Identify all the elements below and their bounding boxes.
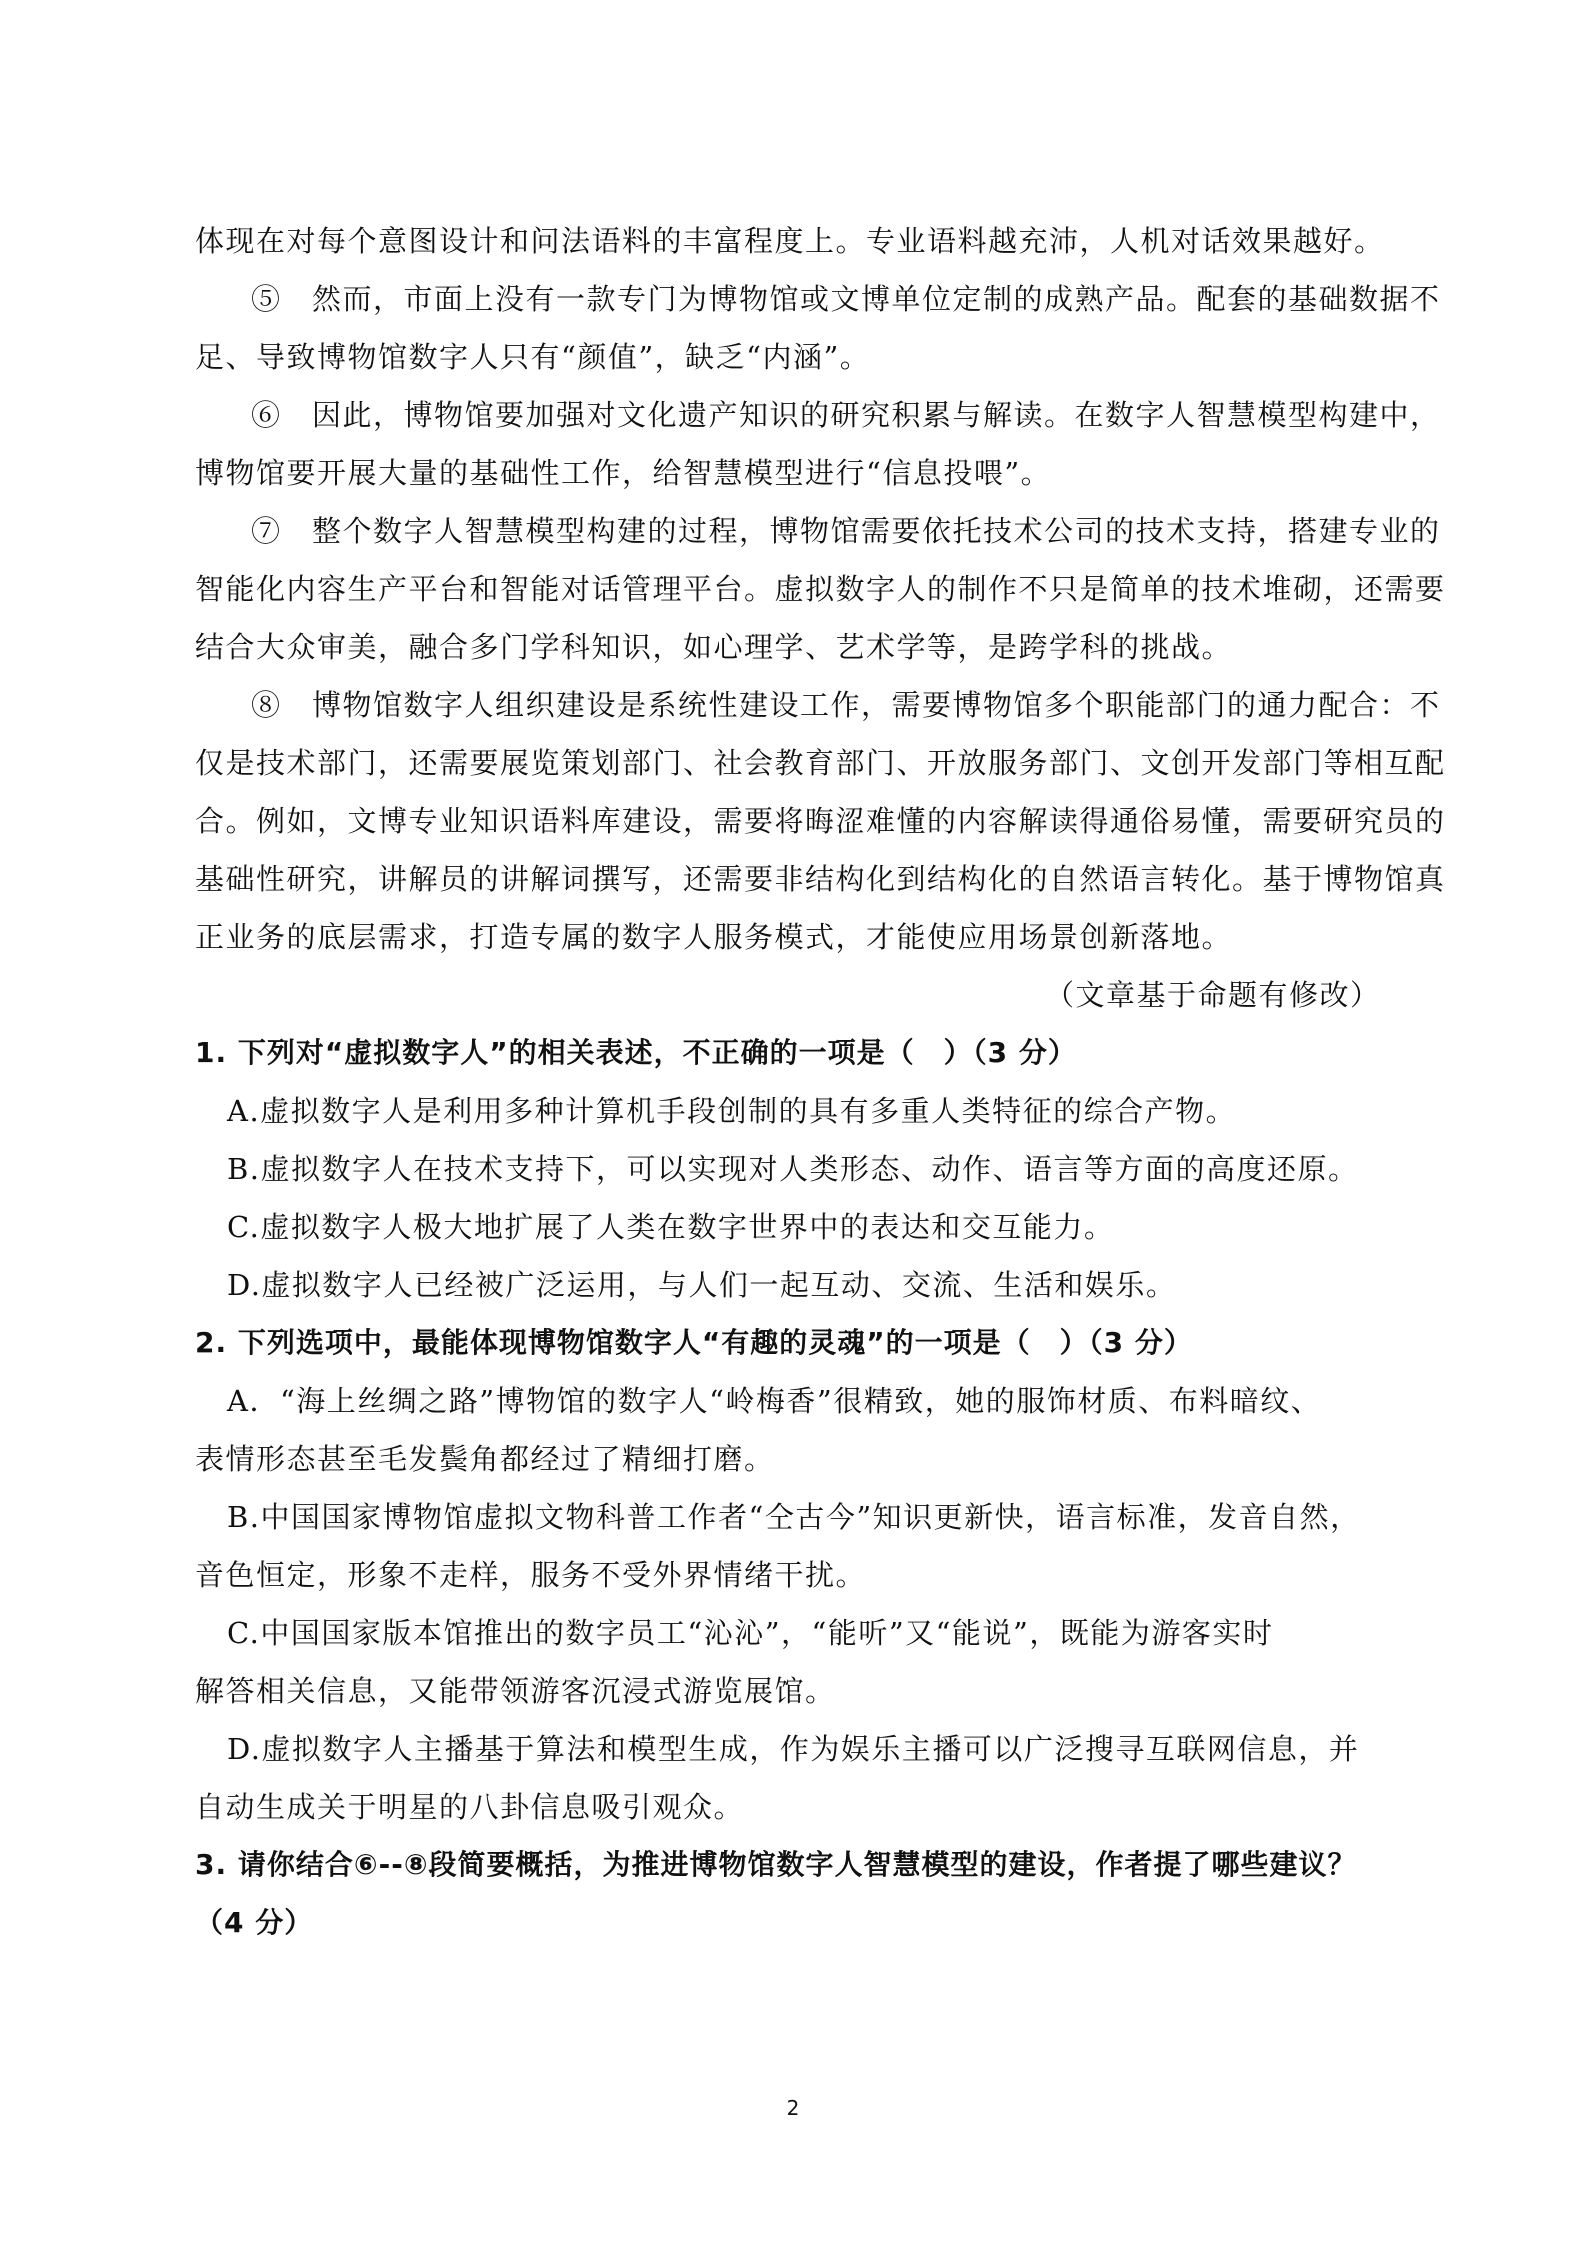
passage-line: 结合大众审美，融合多门学科知识，如心理学、艺术学等，是跨学科的挑战。: [195, 630, 1233, 664]
question-1-option-b: B.虚拟数字人在技术支持下，可以实现对人类形态、动作、语言等方面的高度还原。: [227, 1152, 1359, 1186]
question-2-stem: 2. 下列选项中，最能体现博物馆数字人“有趣的灵魂”的一项是（ ）（3 分）: [195, 1326, 1193, 1359]
passage-paragraph-5: ⑤ 然而，市面上没有一款专门为博物馆或文博单位定制的成熟产品。配套的基础数据不: [251, 282, 1441, 316]
passage-line: 智能化内容生产平台和智能对话管理平台。虚拟数字人的制作不只是简单的技术堆砌，还需要: [195, 572, 1446, 606]
question-2-option-d-cont: 自动生成关于明星的八卦信息吸引观众。: [195, 1790, 745, 1824]
question-2-option-d: D.虚拟数字人主播基于算法和模型生成，作为娱乐主播可以广泛搜寻互联网信息，并: [227, 1732, 1360, 1766]
question-1-option-c: C.虚拟数字人极大地扩展了人类在数字世界中的表达和交互能力。: [227, 1210, 1115, 1244]
passage-line: 足、导致博物馆数字人只有“颜值”，缺乏“内涵”。: [195, 340, 871, 374]
document-page: [195, 212, 1446, 1952]
question-1-option-a: A.虚拟数字人是利用多种计算机手段创制的具有多重人类特征的综合产物。: [227, 1094, 1237, 1128]
passage-paragraph-6: ⑥ 因此，博物馆要加强对文化遗产知识的研究积累与解读。在数字人智慧模型构建中，: [251, 398, 1441, 432]
passage-paragraph-7: ⑦ 整个数字人智慧模型构建的过程，博物馆需要依托技术公司的技术支持，搭建专业的: [251, 514, 1441, 548]
passage-line: 博物馆要开展大量的基础性工作，给智慧模型进行“信息投喂”。: [195, 456, 1052, 490]
passage-line: 正业务的底层需求，打造专属的数字人服务模式，才能使应用场景创新落地。: [195, 920, 1233, 954]
question-3-score: （4 分）: [195, 1906, 314, 1939]
question-2-option-b: B.中国国家博物馆虚拟文物科普工作者“仝古今”知识更新快，语言标准，发音自然，: [227, 1500, 1361, 1534]
question-1-stem: 1. 下列对“虚拟数字人”的相关表述，不正确的一项是（ ）（3 分）: [195, 1036, 1077, 1069]
passage-line: 仅是技术部门，还需要展览策划部门、社会教育部门、开放服务部门、文创开发部门等相互配: [195, 746, 1446, 780]
question-2-option-b-cont: 音色恒定，形象不走样，服务不受外界情绪干扰。: [195, 1558, 867, 1592]
source-note: （文章基于命题有修改）: [1045, 978, 1381, 1012]
question-3-stem: 3. 请你结合⑥--⑧段简要概括，为推进博物馆数字人智慧模型的建设，作者提了哪些建议？: [195, 1848, 1357, 1881]
question-2-option-a-cont: 表情形态甚至毛发鬓角都经过了精细打磨。: [195, 1442, 775, 1476]
question-2-option-c: C.中国国家版本馆推出的数字员工“沁沁”，“能听”又“能说”，既能为游客实时: [227, 1616, 1274, 1650]
page-number: 2: [786, 2096, 800, 2120]
passage-paragraph-8: ⑧ 博物馆数字人组织建设是系统性建设工作，需要博物馆多个职能部门的通力配合：不: [251, 688, 1441, 722]
passage-line: 基础性研究，讲解员的讲解词撰写，还需要非结构化到结构化的自然语言转化。基于博物馆真: [195, 862, 1446, 896]
question-1-option-d: D.虚拟数字人已经被广泛运用，与人们一起互动、交流、生活和娱乐。: [227, 1268, 1177, 1302]
passage-line: 合。例如，文博专业知识语料库建设，需要将晦涩难懂的内容解读得通俗易懂，需要研究员的: [195, 804, 1446, 838]
passage-line: 体现在对每个意图设计和问法语料的丰富程度上。专业语料越充沛，人机对话效果越好。: [195, 224, 1385, 258]
question-2-option-a: A．“海上丝绸之路”博物馆的数字人“岭梅香”很精致，她的服饰材质、布料暗纹、: [227, 1384, 1322, 1418]
question-2-option-c-cont: 解答相关信息，又能带领游客沉浸式游览展馆。: [195, 1674, 836, 1708]
